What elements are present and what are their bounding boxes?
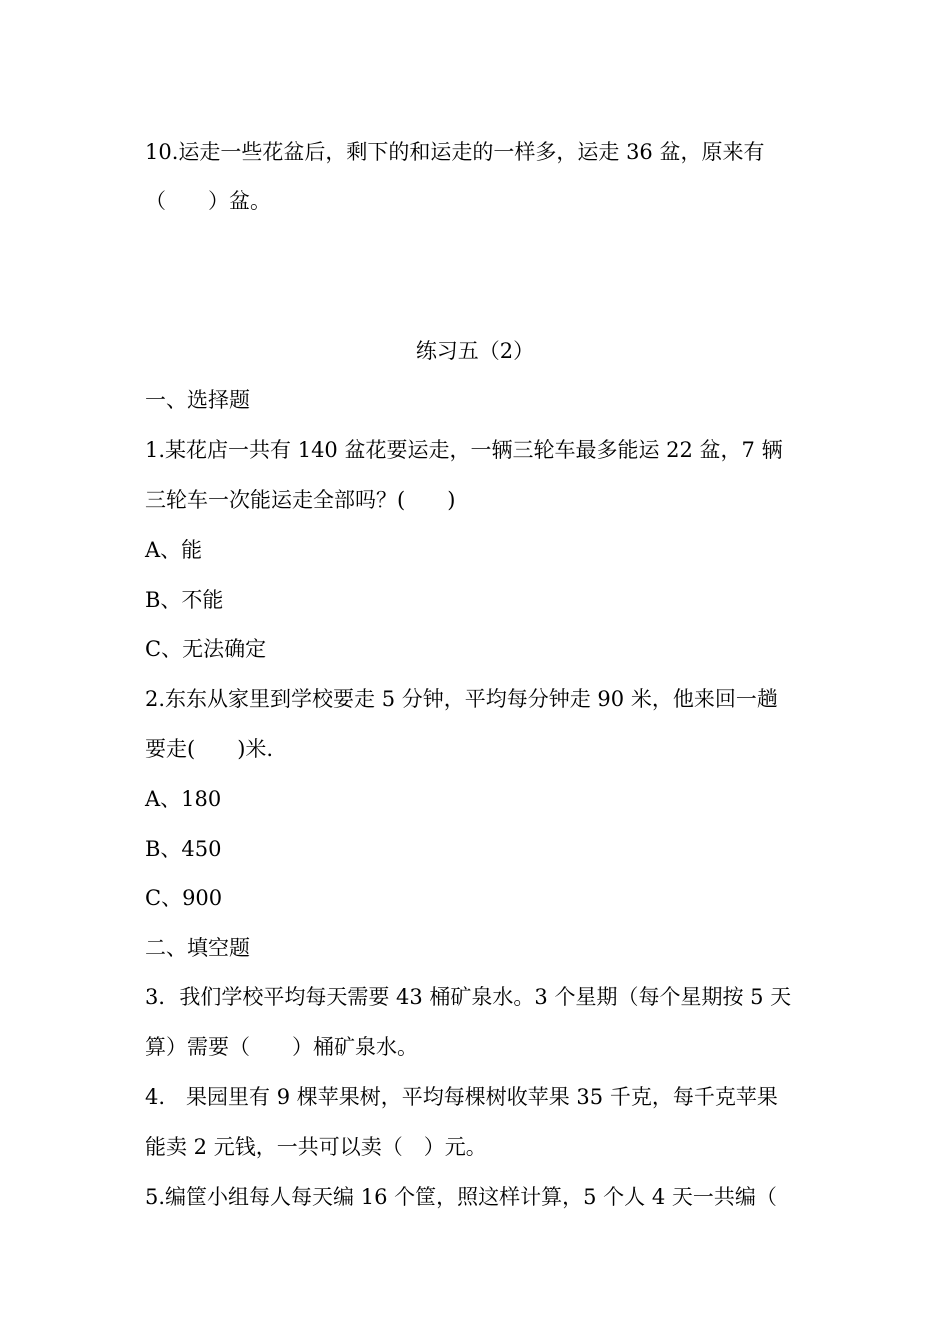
section-title: 练习五（2） [415, 339, 535, 363]
question-4-line-2: 能卖 2 元钱，一共可以卖（ ）元。 [145, 1135, 487, 1159]
question-3-line-1: 3．我们学校平均每天需要 43 桶矿泉水。3 个星期（每个星期按 5 天 [145, 985, 792, 1009]
question-2-option-c: C、900 [145, 886, 223, 910]
question-1-line-2: 三轮车一次能运走全部吗？( ) [145, 488, 456, 512]
question-1-option-b: B、不能 [145, 588, 224, 612]
question-1-option-c: C、无法确定 [145, 637, 267, 661]
question-4-line-1: 4. 果园里有 9 棵苹果树，平均每棵树收苹果 35 千克，每千克苹果 [145, 1085, 778, 1109]
part-2-heading: 二、填空题 [145, 936, 250, 960]
question-3-line-2: 算）需要（ ）桶矿泉水。 [145, 1035, 418, 1059]
question-2-line-2: 要走( )米. [145, 737, 274, 761]
question-10-line-1: 10.运走一些花盆后，剩下的和运走的一样多，运走 36 盆，原来有 [145, 140, 765, 164]
question-1-line-1: 1.某花店一共有 140 盆花要运走，一辆三轮车最多能运 22 盆，7 辆 [145, 438, 783, 462]
question-2-option-b: B、450 [145, 837, 222, 861]
question-5-line-1: 5.编筐小组每人每天编 16 个筐，照这样计算，5 个人 4 天一共编（ [145, 1185, 777, 1209]
question-2-line-1: 2.东东从家里到学校要走 5 分钟，平均每分钟走 90 米，他来回一趟 [145, 687, 778, 711]
question-2-option-a: A、180 [145, 787, 222, 811]
part-1-heading: 一、选择题 [145, 388, 250, 412]
question-10-line-2: （ ）盆。 [145, 189, 271, 213]
question-1-option-a: A、能 [145, 538, 203, 562]
